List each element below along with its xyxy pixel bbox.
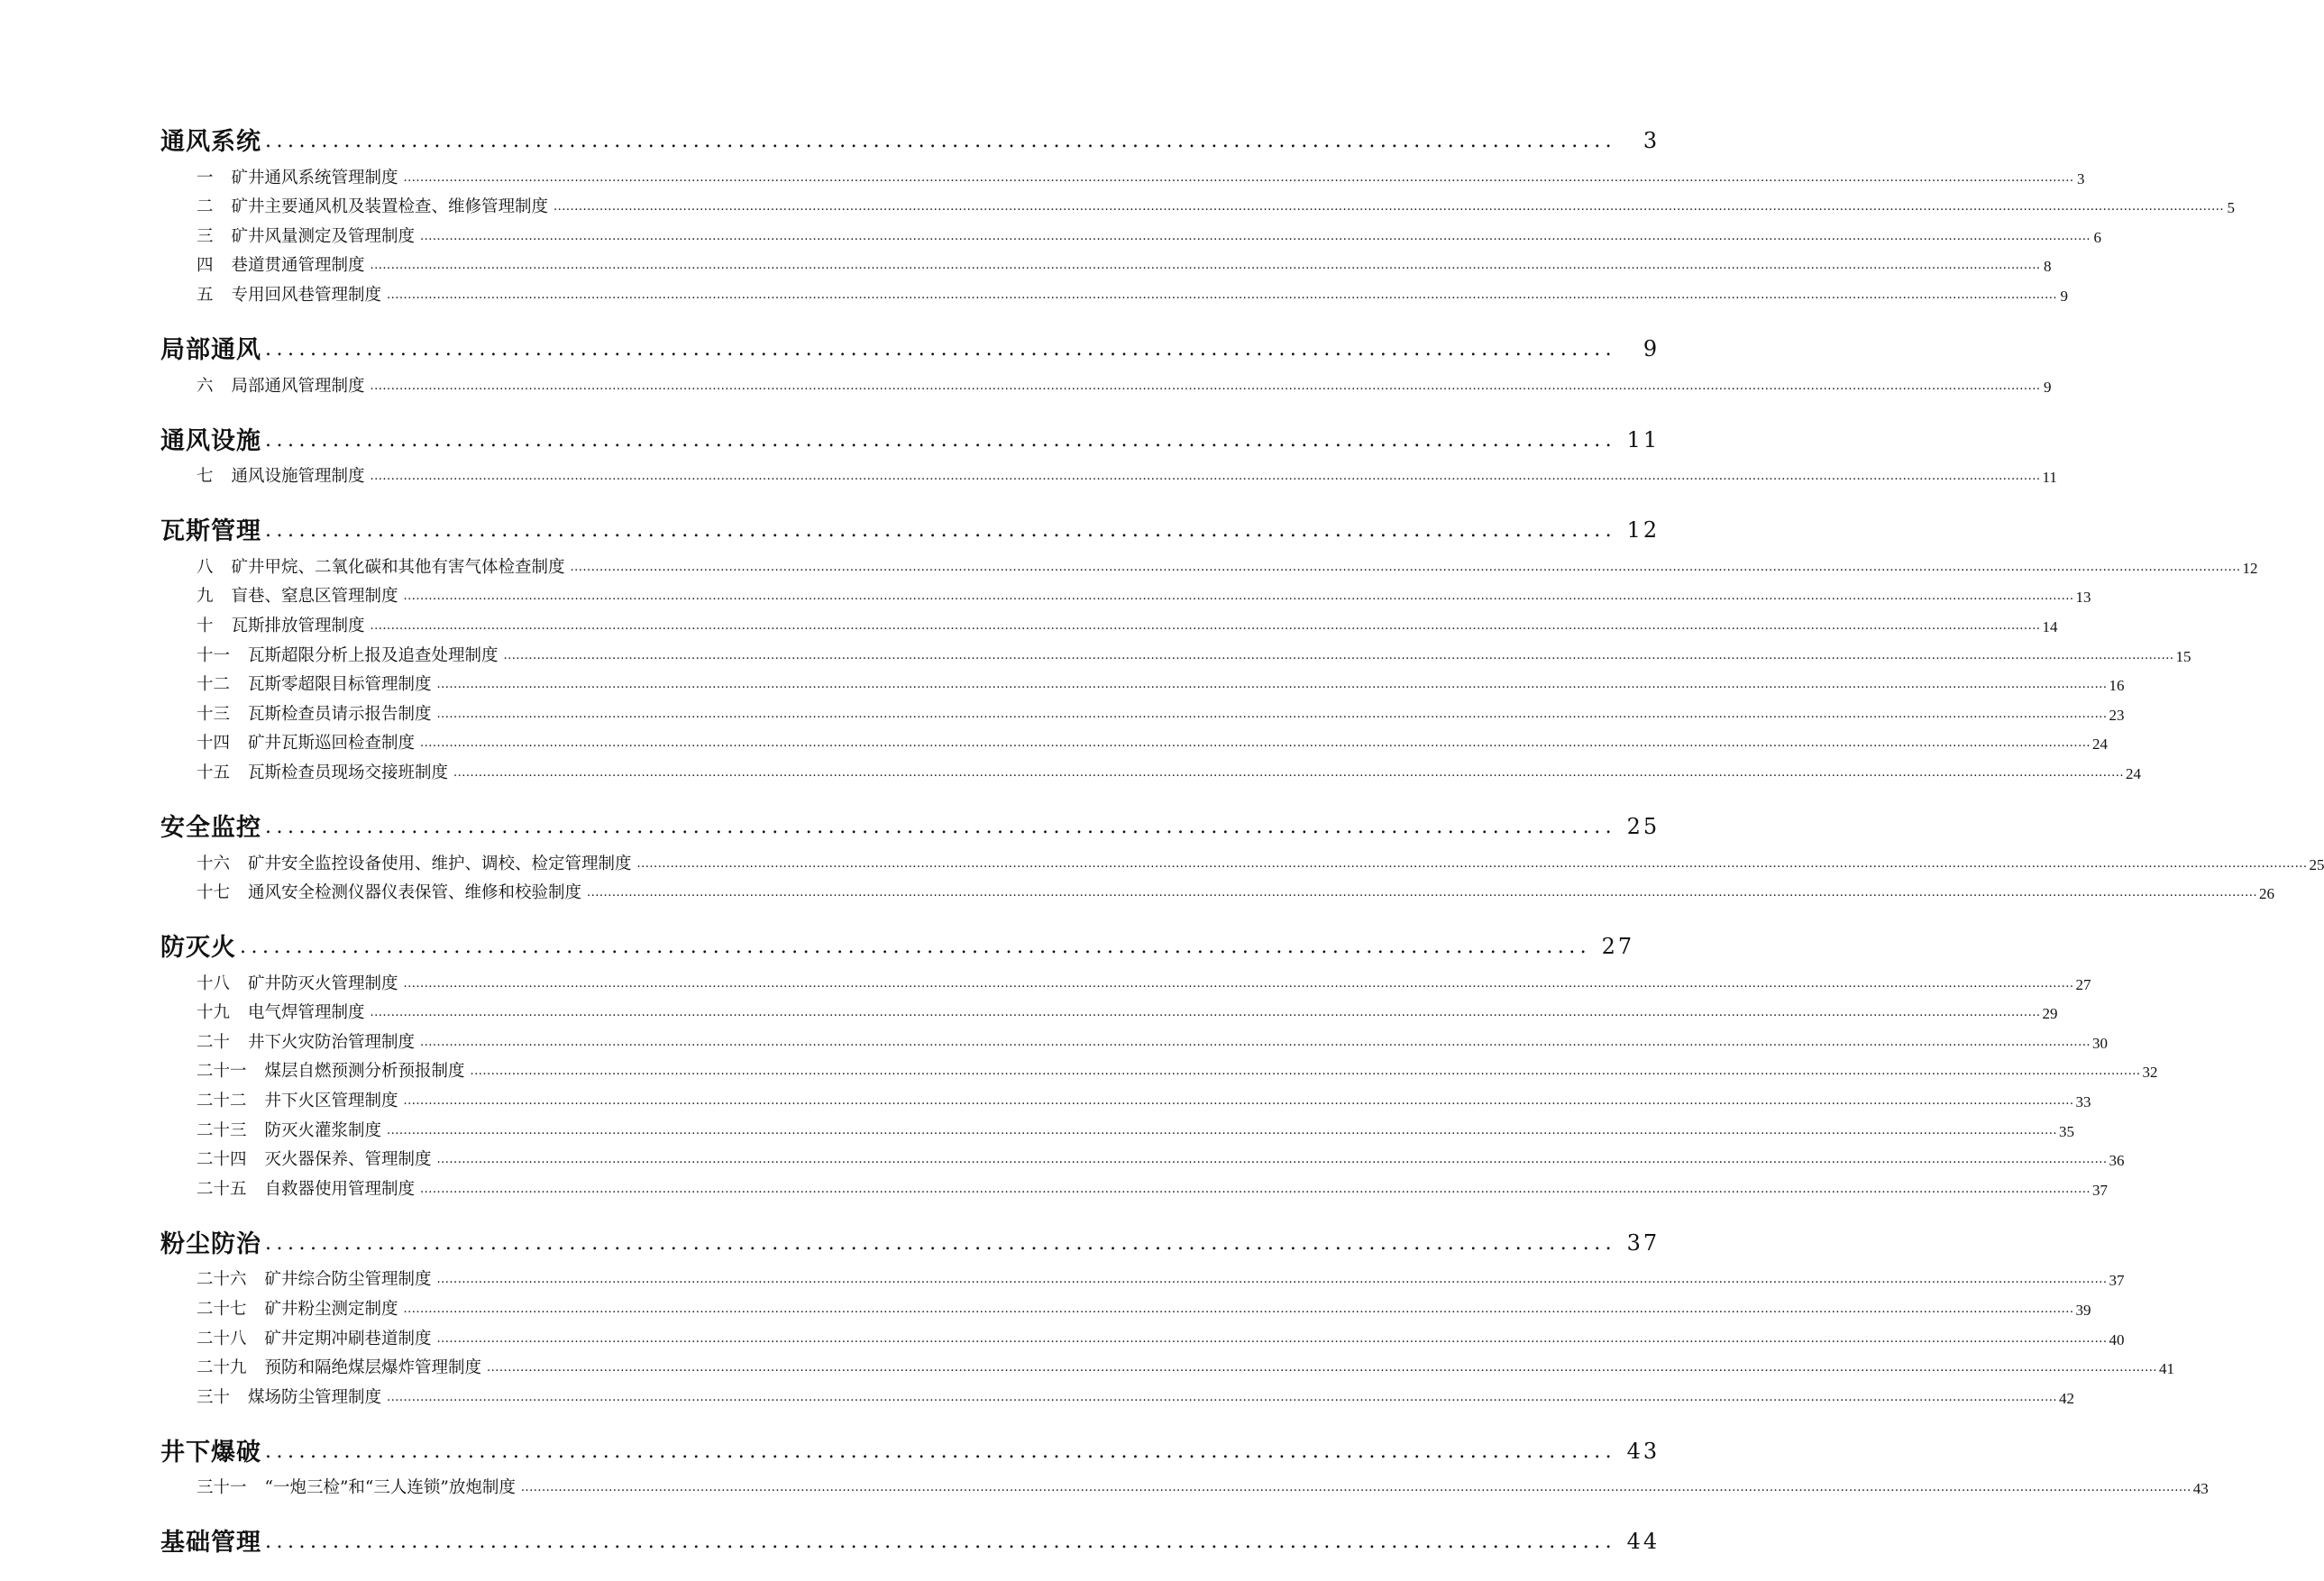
toc-entry[interactable] xyxy=(160,1349,2174,1379)
toc-entry[interactable] xyxy=(160,607,2058,636)
toc-entry[interactable] xyxy=(160,1320,2125,1349)
dot-leader: ................................................................................................................................................................................................................................................................................................................................................................................................................ xyxy=(487,1361,2157,1375)
entry-number: 十六 xyxy=(197,854,231,873)
entry-label: 灭火器保养、管理制度 xyxy=(264,1150,432,1170)
entry-label: 矿井主要通风机及装置检查、维修管理制度 xyxy=(231,197,549,217)
section-page-number: 43 xyxy=(1626,1438,1661,1464)
table-of-contents xyxy=(160,115,2324,1558)
toc-entry[interactable] xyxy=(160,159,2085,188)
toc-entry[interactable] xyxy=(160,578,2091,608)
entry-label: 专用回风巷管理制度 xyxy=(231,285,382,305)
entry-number: 二十 xyxy=(197,1032,231,1052)
entry-page-number: 13 xyxy=(2075,589,2091,607)
dot-leader: ................................................................................................................................................................................................................................................................................................................................................................................................................ xyxy=(420,1035,2091,1049)
section-page-number: 11 xyxy=(1626,426,1661,452)
entry-label: 矿井甲烷、二氧化碳和其他有害气体检查制度 xyxy=(231,557,565,577)
toc-entry-list xyxy=(160,845,2324,903)
entry-number: 五 xyxy=(197,285,214,305)
dot-leader: ................................................................................................................................................................................................................................................................................................................................................................................................................ xyxy=(370,259,2041,273)
toc-entry[interactable] xyxy=(160,1290,2091,1320)
toc-section xyxy=(160,1516,1661,1558)
section-title: 粉尘防治 xyxy=(160,1229,261,1258)
entry-label: 瓦斯零超限目标管理制度 xyxy=(248,675,432,695)
toc-entry[interactable] xyxy=(160,247,2052,277)
toc-entry[interactable] xyxy=(160,217,2101,247)
dot-leader: ................................................................................................................................................................................................................................................................................................................................................................................................................ xyxy=(554,200,2224,215)
entry-number: 六 xyxy=(197,376,214,396)
toc-entry[interactable] xyxy=(160,276,2068,306)
section-title: 瓦斯管理 xyxy=(160,517,261,546)
entry-page-number: 16 xyxy=(2109,677,2125,695)
toc-entry-list xyxy=(160,1469,2209,1499)
entry-page-number: 40 xyxy=(2109,1330,2125,1348)
toc-section xyxy=(160,324,2052,397)
dot-leader: ........................................................................................................................ xyxy=(265,1231,1617,1255)
entry-page-number: 11 xyxy=(2042,469,2057,487)
entry-label: 矿井安全监控设备使用、维护、调校、检定管理制度 xyxy=(248,854,632,873)
dot-leader: ................................................................................................................................................................................................................................................................................................................................................................................................................ xyxy=(420,736,2091,751)
dot-leader: ................................................................................................................................................................................................................................................................................................................................................................................................................ xyxy=(403,976,2074,991)
dot-leader: ................................................................................................................................................................................................................................................................................................................................................................................................................ xyxy=(387,1123,2057,1138)
entry-page-number: 43 xyxy=(2192,1480,2209,1498)
dot-leader: ................................................................................................................................................................................................................................................................................................................................................................................................................ xyxy=(503,648,2174,663)
entry-page-number: 24 xyxy=(2125,764,2141,782)
toc-section xyxy=(160,1426,2209,1499)
entry-label: 瓦斯排放管理制度 xyxy=(231,616,365,635)
toc-entry-list xyxy=(160,1261,2174,1408)
dot-leader: ................................................................................................................................................................................................................................................................................................................................................................................................................ xyxy=(370,1006,2041,1020)
entry-page-number: 14 xyxy=(2042,617,2058,635)
dot-leader: ................................................................................................................................................................................................................................................................................................................................................................................................................ xyxy=(470,1065,2141,1079)
entry-number: 二十七 xyxy=(197,1300,247,1320)
dot-leader: ................................................................................................................................................................................................................................................................................................................................................................................................................ xyxy=(403,589,2074,604)
dot-leader: ................................................................................................................................................................................................................................................................................................................................................................................................................ xyxy=(587,886,2257,900)
entry-page-number: 37 xyxy=(2109,1272,2125,1290)
toc-entry[interactable] xyxy=(160,695,2125,725)
toc-entry[interactable] xyxy=(160,666,2125,696)
entry-label: 瓦斯检查员现场交接班制度 xyxy=(248,763,449,782)
toc-entry-list xyxy=(160,548,2258,783)
toc-section xyxy=(160,115,2235,306)
entry-label: 局部通风管理制度 xyxy=(231,376,365,396)
entry-page-number: 35 xyxy=(2058,1122,2074,1140)
entry-page-number: 6 xyxy=(2093,228,2101,246)
entry-number: 十八 xyxy=(197,973,231,993)
entry-label: “一炮三检”和“三人连锁”放炮制度 xyxy=(264,1478,516,1498)
dot-leader: ................................................................................................................................................................................................................................................................................................................................................................................................................ xyxy=(570,560,2241,574)
entry-page-number: 9 xyxy=(2060,287,2068,305)
dot-leader: ........................................................................................................................ xyxy=(265,337,1617,361)
toc-entry[interactable] xyxy=(160,994,2058,1024)
toc-section-heading[interactable] xyxy=(160,921,1635,963)
dot-leader: ........................................................................................................................ xyxy=(265,519,1617,543)
entry-label: 矿井定期冲刷巷道制度 xyxy=(264,1329,432,1348)
toc-entry[interactable] xyxy=(160,1023,2108,1053)
toc-section-heading[interactable] xyxy=(160,801,1661,843)
section-page-number: 37 xyxy=(1626,1229,1661,1256)
toc-entry[interactable] xyxy=(160,845,2324,874)
entry-label: 瓦斯超限分析上报及追查处理制度 xyxy=(248,645,499,665)
toc-entry[interactable] xyxy=(160,754,2141,783)
entry-page-number: 26 xyxy=(2258,885,2274,903)
dot-leader: ................................................................................................................................................................................................................................................................................................................................................................................................................ xyxy=(420,1182,2091,1196)
section-title: 防灭火 xyxy=(160,934,236,963)
section-page-number: 3 xyxy=(1642,128,1661,153)
entry-number: 十一 xyxy=(197,645,231,665)
entry-label: 瓦斯检查员请示报告制度 xyxy=(248,704,432,724)
section-page-number: 25 xyxy=(1626,813,1661,839)
toc-section-heading[interactable] xyxy=(160,505,1661,546)
entry-label: 通风设施管理制度 xyxy=(231,467,365,487)
entry-label: 矿井综合防尘管理制度 xyxy=(264,1270,432,1290)
entry-label: 矿井风量测定及管理制度 xyxy=(231,226,416,246)
entry-number: 三十一 xyxy=(197,1478,247,1498)
toc-entry-list xyxy=(160,159,2235,306)
entry-page-number: 36 xyxy=(2109,1152,2125,1170)
dot-leader: ................................................................................................................................................................................................................................................................................................................................................................................................................ xyxy=(403,1094,2074,1109)
section-title: 井下爆破 xyxy=(160,1438,261,1467)
entry-label: 井下火区管理制度 xyxy=(264,1092,398,1111)
entry-number: 三十 xyxy=(197,1387,231,1407)
entry-number: 二十三 xyxy=(197,1120,247,1140)
entry-page-number: 12 xyxy=(2242,559,2258,577)
toc-section xyxy=(160,415,2057,488)
entry-page-number: 8 xyxy=(2043,258,2052,276)
entry-number: 二十一 xyxy=(197,1062,247,1082)
entry-number: 一 xyxy=(197,168,214,187)
dot-leader: ................................................................................................................................................................................................................................................................................................................................................................................................................ xyxy=(436,1331,2108,1346)
entry-page-number: 15 xyxy=(2175,647,2191,665)
entry-number: 十七 xyxy=(197,883,231,903)
toc-section-heading[interactable] xyxy=(160,1516,1661,1558)
dot-leader: ................................................................................................................................................................................................................................................................................................................................................................................................................ xyxy=(436,707,2108,721)
toc-entry[interactable] xyxy=(160,1053,2158,1083)
toc-entry[interactable] xyxy=(160,725,2108,754)
entry-number: 二十八 xyxy=(197,1329,247,1348)
entry-number: 二十五 xyxy=(197,1179,247,1199)
section-page-number: 9 xyxy=(1642,335,1661,361)
toc-section xyxy=(160,505,2258,783)
entry-page-number: 39 xyxy=(2075,1302,2091,1320)
entry-page-number: 29 xyxy=(2042,1005,2058,1023)
dot-leader: ................................................................................................................................................................................................................................................................................................................................................................................................................ xyxy=(370,379,2041,393)
toc-section-heading[interactable] xyxy=(160,115,1661,157)
toc-entry[interactable] xyxy=(160,1141,2125,1171)
toc-entry[interactable] xyxy=(160,1261,2125,1291)
entry-label: 矿井瓦斯巡回检查制度 xyxy=(248,734,416,754)
toc-section xyxy=(160,921,2158,1200)
toc-entry[interactable] xyxy=(160,964,2091,994)
section-title: 基础管理 xyxy=(160,1529,261,1558)
toc-section-heading[interactable] xyxy=(160,1218,1661,1259)
entry-number: 四 xyxy=(197,256,214,276)
dot-leader: ................................................................................................................................................................................................................................................................................................................................................................................................................ xyxy=(403,1302,2074,1317)
section-title: 安全监控 xyxy=(160,813,261,842)
entry-number: 九 xyxy=(197,587,214,607)
entry-label: 盲巷、窒息区管理制度 xyxy=(231,587,398,607)
toc-entry[interactable] xyxy=(160,458,2057,488)
entry-label: 矿井粉尘测定制度 xyxy=(264,1300,398,1320)
entry-page-number: 37 xyxy=(2091,1181,2108,1199)
dot-leader: ........................................................................................................................ xyxy=(265,130,1617,152)
entry-number: 二十二 xyxy=(197,1092,247,1111)
toc-entry[interactable] xyxy=(160,636,2191,666)
entry-number: 十五 xyxy=(197,763,231,782)
entry-page-number: 25 xyxy=(2309,855,2324,873)
dot-leader: ................................................................................................................................................................................................................................................................................................................................................................................................................ xyxy=(436,1153,2108,1167)
toc-entry[interactable] xyxy=(160,1378,2074,1408)
entry-page-number: 32 xyxy=(2142,1064,2158,1082)
section-title: 通风设施 xyxy=(160,426,261,455)
entry-page-number: 23 xyxy=(2109,706,2125,724)
toc-entry[interactable] xyxy=(160,188,2235,218)
entry-page-number: 41 xyxy=(2158,1360,2174,1378)
toc-entry-list xyxy=(160,964,2158,1200)
dot-leader: ........................................................................................................................ xyxy=(265,1439,1617,1463)
dot-leader: ................................................................................................................................................................................................................................................................................................................................................................................................................ xyxy=(387,288,2057,302)
entry-page-number: 5 xyxy=(2227,199,2235,217)
toc-section xyxy=(160,801,2324,903)
dot-leader: ................................................................................................................................................................................................................................................................................................................................................................................................................ xyxy=(436,678,2108,692)
toc-section-heading[interactable] xyxy=(160,415,1661,456)
entry-label: 通风安全检测仪器仪表保管、维修和校验制度 xyxy=(248,883,582,903)
toc-section xyxy=(160,1218,2174,1408)
toc-entry-list xyxy=(160,367,2052,397)
entry-page-number: 3 xyxy=(2076,169,2085,187)
entry-number: 二 xyxy=(197,197,214,217)
dot-leader: ................................................................................................................................................................................................................................................................................................................................................................................................................ xyxy=(636,856,2308,871)
entry-label: 井下火灾防治管理制度 xyxy=(248,1032,416,1052)
toc-entry[interactable] xyxy=(160,367,2052,397)
toc-entry[interactable] xyxy=(160,548,2258,578)
toc-entry[interactable] xyxy=(160,874,2274,904)
entry-label: 防灭火灌浆制度 xyxy=(264,1120,382,1140)
toc-entry-list xyxy=(160,458,2057,488)
entry-label: 电气焊管理制度 xyxy=(248,1003,365,1023)
dot-leader: ................................................................................................................................................................................................................................................................................................................................................................................................................ xyxy=(370,618,2041,633)
dot-leader: ................................................................................................................................................................................................................................................................................................................................................................................................................ xyxy=(520,1481,2191,1495)
entry-label: 矿井通风系统管理制度 xyxy=(231,168,398,187)
section-title: 通风系统 xyxy=(160,128,261,156)
entry-label: 矿井防灭火管理制度 xyxy=(248,973,398,993)
entry-page-number: 30 xyxy=(2091,1034,2108,1052)
entry-page-number: 42 xyxy=(2058,1389,2074,1407)
entry-label: 煤层自燃预测分析预报制度 xyxy=(264,1062,465,1082)
entry-number: 二十四 xyxy=(197,1150,247,1170)
dot-leader: ................................................................................................................................................................................................................................................................................................................................................................................................................ xyxy=(387,1390,2057,1404)
entry-page-number: 24 xyxy=(2091,736,2108,754)
section-page-number: 27 xyxy=(1601,934,1635,960)
dot-leader: ........................................................................................................................ xyxy=(265,815,1617,838)
entry-number: 二十九 xyxy=(197,1358,247,1378)
toc-section-heading[interactable] xyxy=(160,1426,1661,1467)
dot-leader: ................................................................................................................................................................................................................................................................................................................................................................................................................ xyxy=(420,229,2091,243)
entry-label: 巷道贯通管理制度 xyxy=(231,256,365,276)
toc-section-heading[interactable] xyxy=(160,324,1661,365)
dot-leader: ................................................................................................................................................................................................................................................................................................................................................................................................................ xyxy=(453,765,2124,780)
entry-label: 预防和隔绝煤层爆炸管理制度 xyxy=(264,1358,482,1378)
entry-number: 七 xyxy=(197,467,214,487)
section-page-number: 44 xyxy=(1626,1529,1661,1555)
entry-number: 十二 xyxy=(197,675,231,695)
dot-leader: ................................................................................................................................................................................................................................................................................................................................................................................................................ xyxy=(403,170,2074,185)
entry-page-number: 33 xyxy=(2075,1093,2091,1111)
toc-entry[interactable] xyxy=(160,1170,2108,1200)
toc-entry[interactable] xyxy=(160,1469,2209,1499)
entry-number: 八 xyxy=(197,557,214,577)
entry-page-number: 27 xyxy=(2075,975,2091,993)
dot-leader: ........................................................................................................................ xyxy=(265,428,1617,452)
toc-entry[interactable] xyxy=(160,1082,2091,1111)
entry-number: 二十六 xyxy=(197,1270,247,1290)
entry-number: 三 xyxy=(197,226,214,246)
section-title: 局部通风 xyxy=(160,335,261,364)
entry-number: 十 xyxy=(197,616,214,635)
toc-entry[interactable] xyxy=(160,1111,2074,1141)
entry-label: 煤场防尘管理制度 xyxy=(248,1387,382,1407)
section-page-number: 12 xyxy=(1626,517,1661,544)
entry-page-number: 9 xyxy=(2043,378,2052,396)
entry-label: 自救器使用管理制度 xyxy=(264,1179,416,1199)
dot-leader: ................................................................................................................................................................................................................................................................................................................................................................................................................ xyxy=(370,470,2041,484)
entry-number: 十三 xyxy=(197,704,231,724)
dot-leader: ................................................................................................................................................................................................................................................................................................................................................................................................................ xyxy=(436,1273,2108,1287)
dot-leader: ........................................................................................................................ xyxy=(240,936,1592,959)
dot-leader: ........................................................................................................................ xyxy=(265,1531,1617,1554)
entry-number: 十四 xyxy=(197,734,231,754)
entry-number: 十九 xyxy=(197,1003,231,1023)
